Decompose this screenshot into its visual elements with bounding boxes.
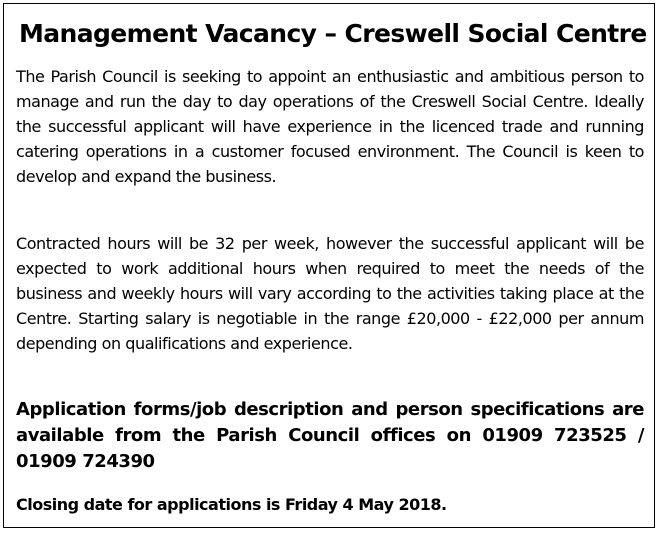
notice-title: Management Vacancy – Creswell Social Centre [19,19,647,48]
hours-salary-paragraph: Contracted hours will be 32 per week, however the successful applicant will be expected to work additional hours when required to meet the needs of the business and weekly hours will vary according to the activities taking place at the Centre. Starting salary is negotiable in the range £20,000 - £22,000 per annum depending on qualifications and experience. [16,234,644,353]
vacancy-notice [3,3,655,528]
closing-date: Closing date for applications is Friday 4 May 2018. [16,495,447,514]
application-info: Application forms/job description and person specifications are available from the Parish Council offices on 01909 723525 / 01909 724390 [16,399,644,472]
job-description-paragraph: The Parish Council is seeking to appoint an enthusiastic and ambitious person to manage and run the day to day operations of the Creswell Social Centre. Ideally the successful applicant will have experience in the licenced trade and running catering operations in a customer focused environment. The Council is keen to develop and expand the business. [16,67,644,186]
